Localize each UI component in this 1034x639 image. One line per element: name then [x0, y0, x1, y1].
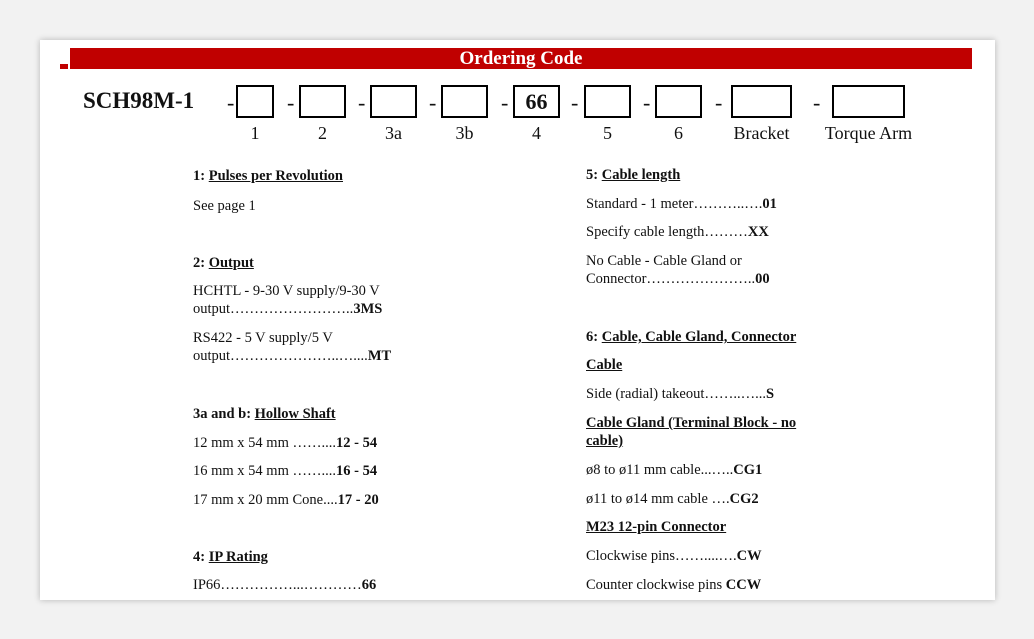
- section-heading-3: [193, 405, 336, 423]
- code-box-label: 4: [532, 123, 541, 143]
- code-dash: -: [358, 90, 366, 115]
- list-item: [586, 576, 761, 594]
- item-text: 17 mm x 20 mm Cone....: [193, 492, 338, 508]
- list-item: [193, 282, 382, 318]
- item-text: IP66……………...…………: [193, 577, 362, 593]
- list-item: [586, 385, 774, 403]
- code-box-label: 3b: [455, 123, 474, 143]
- section-number: 6:: [586, 329, 602, 345]
- section-title: Cable length: [601, 167, 681, 183]
- list-item: [586, 547, 762, 565]
- list-item: See page 1: [193, 198, 256, 214]
- item-code: 16 - 54: [336, 463, 378, 479]
- document-page: [40, 40, 995, 600]
- list-item: [586, 461, 762, 479]
- item-code: 12 - 54: [336, 435, 378, 451]
- subheading-cable: Cable: [586, 357, 623, 373]
- section-title: Cable, Cable Gland, Connector: [601, 329, 797, 345]
- code-box-label: Bracket: [733, 123, 790, 143]
- item-code: XX: [747, 224, 769, 240]
- item-text: RS422 - 5 V supply/5 V: [193, 330, 333, 346]
- section-title: Hollow Shaft: [254, 406, 336, 422]
- code-box-label: 5: [603, 123, 612, 143]
- ordering-code-header: Ordering Code: [70, 48, 972, 69]
- code-dash: -: [813, 90, 821, 115]
- code-dash: -: [429, 90, 437, 115]
- code-box-label: 2: [318, 123, 327, 143]
- item-text: Side (radial) takeout……..…...: [586, 386, 766, 402]
- subheading-text: cable): [586, 433, 624, 449]
- section-number: 4:: [193, 549, 209, 565]
- list-item: [193, 462, 377, 480]
- red-marker: [60, 64, 68, 69]
- section-title: Output: [208, 255, 254, 271]
- code-dash: -: [571, 90, 579, 115]
- list-item: [193, 576, 376, 594]
- item-code: MT: [367, 348, 392, 364]
- item-text: 12 mm x 54 mm ……....: [193, 435, 336, 451]
- section-number: 3a and b:: [193, 406, 255, 422]
- item-code: CW: [736, 548, 762, 564]
- section-number: 2:: [193, 255, 209, 271]
- section-heading-6: [586, 328, 796, 346]
- item-text: output…………………..…....: [193, 348, 368, 364]
- item-code: 3MS: [353, 301, 383, 317]
- item-text: Clockwise pins……....….: [586, 548, 737, 564]
- subheading-connector: M23 12-pin Connector: [586, 519, 727, 535]
- code-dash: -: [227, 90, 235, 115]
- code-dash: -: [715, 90, 723, 115]
- code-dash: -: [287, 90, 295, 115]
- item-text: HCHTL - 9-30 V supply/9-30 V: [193, 283, 380, 299]
- item-text: Connector…………………..: [586, 271, 756, 287]
- list-item: [586, 223, 769, 241]
- item-text: output……………………..: [193, 301, 354, 317]
- code-box-label: Torque Arm: [824, 123, 913, 143]
- subheading-cable-gland: [586, 414, 796, 450]
- item-text: ø11 to ø14 mm cable ….: [586, 491, 730, 507]
- item-text: Specify cable length………: [586, 224, 748, 240]
- item-code: CG1: [733, 462, 763, 478]
- section-title: Pulses per Revolution: [208, 168, 343, 184]
- item-code: CG2: [729, 491, 759, 507]
- list-item: [586, 252, 770, 288]
- item-text: 16 mm x 54 mm ……....: [193, 463, 336, 479]
- subheading-text: Cable Gland (Terminal Block - no: [586, 415, 797, 431]
- section-number: 1:: [193, 168, 209, 184]
- right-column: [586, 40, 966, 600]
- section-number: 5:: [586, 167, 602, 183]
- list-item: [586, 490, 759, 508]
- item-text: Standard - 1 meter………..….: [586, 196, 763, 212]
- code-box-label: 1: [250, 123, 260, 143]
- list-item: [193, 329, 391, 365]
- item-text: ø8 to ø11 mm cable...…..: [586, 462, 734, 478]
- list-item: [586, 195, 777, 213]
- section-heading-5: [586, 166, 680, 184]
- code-dash: -: [643, 90, 651, 115]
- item-text: Counter clockwise pins: [586, 577, 726, 593]
- code-box-label: 6: [674, 123, 683, 143]
- item-code: 17 - 20: [337, 492, 379, 508]
- item-code: 00: [755, 271, 770, 287]
- left-column: [193, 40, 553, 600]
- section-heading-2: [193, 254, 254, 272]
- item-code: CCW: [725, 577, 762, 593]
- section-title: IP Rating: [208, 549, 268, 565]
- item-code: 01: [762, 196, 777, 212]
- item-code: S: [766, 386, 775, 402]
- code-box-4: 66: [513, 85, 560, 118]
- list-item: [193, 434, 377, 452]
- section-heading-1: [193, 167, 343, 185]
- section-heading-4: [193, 548, 268, 566]
- model-number: SCH98M-1: [83, 88, 195, 113]
- code-box-label: 3a: [385, 123, 402, 143]
- item-text: No Cable - Cable Gland or: [586, 253, 742, 269]
- item-code: 66: [361, 577, 377, 593]
- list-item: [193, 491, 379, 509]
- code-dash: -: [501, 90, 509, 115]
